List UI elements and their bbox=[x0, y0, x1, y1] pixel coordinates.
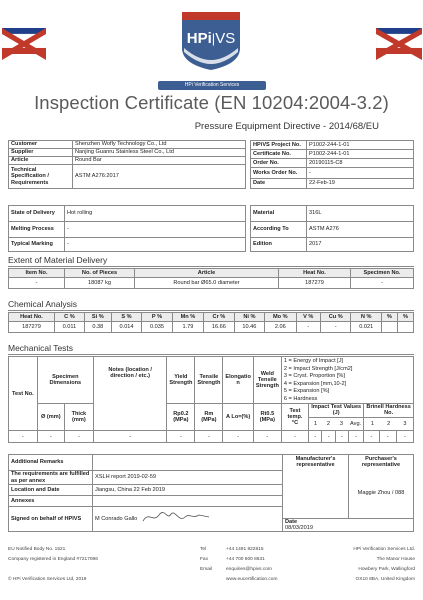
mech-val: - bbox=[253, 431, 281, 443]
chem-cr: 16.66 bbox=[204, 322, 234, 333]
mech-tensile: Tensile Strength bbox=[195, 357, 223, 404]
extent-section-title: Extent of Material Delivery bbox=[8, 255, 108, 265]
flag-decoration-left bbox=[2, 14, 46, 64]
signature-icon bbox=[141, 509, 211, 525]
chemical-section-title: Chemical Analysis bbox=[8, 299, 77, 309]
signed-value: M Conrado Gallo bbox=[95, 516, 138, 523]
footer-website[interactable]: www.eucertification.com bbox=[226, 577, 278, 582]
project-label: HPiVS Project No. bbox=[251, 141, 307, 150]
works-label: Works Order No. bbox=[251, 168, 307, 179]
additional-label: Additional Remarks bbox=[9, 455, 93, 471]
chem-heat: 187279 bbox=[9, 322, 55, 333]
mech-val: - bbox=[167, 431, 195, 443]
chem-h-v: V % bbox=[296, 313, 320, 322]
remarks-table bbox=[8, 454, 414, 532]
requirements-label: The requirements are fulfilled as per annex bbox=[9, 471, 93, 485]
footer-email-label: Email bbox=[200, 567, 212, 572]
mech-temp: Test temp. °C bbox=[281, 404, 308, 431]
works-value: - bbox=[307, 168, 414, 179]
chem-h-s: S % bbox=[111, 313, 141, 322]
impact-col-2: 2 bbox=[326, 421, 331, 428]
mech-val: - bbox=[349, 431, 364, 443]
melting-label: Melting Process bbox=[9, 222, 65, 238]
edition-value: 2017 bbox=[307, 238, 414, 252]
mech-weld: Weld Tensile Strength bbox=[253, 357, 281, 404]
supplier-value: Nanjing Guanru Stainless Steel Co., Ltd bbox=[73, 149, 246, 157]
mech-val: - bbox=[223, 431, 253, 443]
chem-v: - bbox=[296, 322, 320, 333]
article-label: Article bbox=[9, 157, 73, 165]
chem-h-n: N % bbox=[351, 313, 381, 322]
mech-rt: Rt0.5 (MPa) bbox=[253, 404, 281, 431]
chem-extra2 bbox=[397, 322, 413, 333]
delivery-state-table bbox=[8, 205, 246, 252]
marking-label: Typical Marking bbox=[9, 238, 65, 252]
manufacturer-label: Manufacturer's representative bbox=[295, 456, 336, 469]
signed-label: Signed on behalf of HPIVS bbox=[9, 507, 93, 532]
state-value: Hot rolling bbox=[65, 206, 246, 222]
extent-specimen: - bbox=[351, 278, 414, 289]
mech-rp: Rp0.2 (MPa) bbox=[167, 404, 195, 431]
brinell-col-3: 3 bbox=[403, 421, 407, 428]
mech-val: - bbox=[64, 431, 93, 443]
chem-h-c: C % bbox=[55, 313, 85, 322]
mech-val: - bbox=[9, 431, 38, 443]
according-value: ASTM A276 bbox=[307, 222, 414, 238]
brand-badge: HPi Verification Services bbox=[158, 81, 266, 90]
bottom-date-label: Date bbox=[285, 519, 298, 525]
mech-val: - bbox=[396, 431, 413, 443]
chem-cu: - bbox=[321, 322, 351, 333]
chem-n: 0.021 bbox=[351, 322, 381, 333]
mech-legend bbox=[281, 357, 413, 404]
footer-fax-label: Fax bbox=[200, 557, 208, 562]
mech-val: - bbox=[309, 431, 322, 443]
requirements-value: XSLH report 2019-02-59 bbox=[93, 471, 283, 485]
location-label: Location and Date bbox=[9, 485, 93, 496]
cert-value: P1002-244-1-01 bbox=[307, 150, 414, 159]
legend-line: 2 = Impact Strength [J/cm2] bbox=[283, 365, 353, 372]
mech-val: - bbox=[335, 431, 348, 443]
chem-h-si: Si % bbox=[84, 313, 111, 322]
date-label: Date bbox=[251, 179, 307, 189]
legend-line: 6 = Hardness bbox=[283, 395, 318, 402]
order-label: Order No. bbox=[251, 159, 307, 168]
edition-label: Edition bbox=[251, 238, 307, 252]
chem-p: 0.035 bbox=[142, 322, 172, 333]
mechanical-table bbox=[8, 356, 414, 443]
customer-label: Customer bbox=[9, 141, 73, 149]
footer-tel: +44 1491 822815 bbox=[226, 547, 264, 552]
chem-mo: 2.06 bbox=[265, 322, 296, 333]
extent-header-heat: Heat No. bbox=[279, 269, 351, 278]
mech-brinell: Brinell Hardness No. bbox=[364, 404, 413, 418]
footer-notified-body: EU Notified Body No. 1521 bbox=[8, 547, 66, 552]
according-label: According To bbox=[251, 222, 307, 238]
document-subtitle: Pressure Equipment Directive - 2014/68/EU bbox=[194, 121, 379, 132]
mech-specimen-dims: Specimen Dimensions bbox=[37, 357, 93, 404]
chem-h-mn: Mn % bbox=[172, 313, 203, 322]
purchaser-value: Maggie Zhou / 088 bbox=[357, 490, 405, 497]
mech-thick: Thick (mm) bbox=[64, 404, 93, 431]
logo-hpi-text: HPi bbox=[186, 30, 212, 47]
extent-pieces: 18087 kg bbox=[65, 278, 135, 289]
cert-label: Certificate No. bbox=[251, 150, 307, 159]
chem-c: 0.011 bbox=[55, 322, 85, 333]
mech-phi: Ø (mm) bbox=[37, 404, 64, 431]
spec-label: Technical Specification / Requirements bbox=[9, 165, 73, 189]
state-label: State of Delivery bbox=[9, 206, 65, 222]
flag-decoration-right bbox=[376, 14, 422, 64]
annexes-label: Annexes bbox=[9, 496, 93, 507]
mech-a: A Lo=(%) bbox=[223, 404, 253, 431]
customer-info-table bbox=[8, 140, 246, 189]
material-value: 316L bbox=[307, 206, 414, 222]
chem-extra1 bbox=[381, 322, 397, 333]
chem-h-heat: Heat No. bbox=[9, 313, 55, 322]
legend-line: 1 = Energy of Impact [J] bbox=[283, 358, 344, 364]
chem-h-cr: Cr % bbox=[204, 313, 234, 322]
purchaser-label: Purchaser's representative bbox=[361, 456, 401, 469]
footer-address-2: The Manor House bbox=[376, 557, 415, 562]
brinell-col-1: 1 bbox=[370, 421, 374, 428]
chem-s: 0.014 bbox=[111, 322, 141, 333]
chem-ni: 10.46 bbox=[234, 322, 264, 333]
material-label: Material bbox=[251, 206, 307, 222]
mech-val: - bbox=[195, 431, 223, 443]
footer-copyright: © HPi Verification Services Ltd, 2019 bbox=[8, 577, 87, 582]
chem-h-extra1: % bbox=[381, 313, 397, 322]
bottom-date-value: 08/03/2019 bbox=[285, 525, 313, 532]
order-value: 20190115-C8 bbox=[307, 159, 414, 168]
hpivs-logo: HPi|VS bbox=[178, 8, 244, 72]
location-value: Jiangsu, China 22 Feb 2019 bbox=[93, 485, 283, 496]
supplier-label: Supplier bbox=[9, 149, 73, 157]
project-value: P1002-244-1-01 bbox=[307, 141, 414, 150]
footer-email[interactable]: enquiries@hpivs.com bbox=[226, 567, 272, 572]
mech-val: - bbox=[379, 431, 396, 443]
extent-item: - bbox=[9, 278, 65, 289]
customer-value: Shenzhen Wofly Technology Co., Ltd bbox=[73, 141, 246, 149]
legend-line: 4 = Expansion [mm,10-2] bbox=[283, 380, 347, 387]
mech-val: - bbox=[322, 431, 335, 443]
mech-val: - bbox=[281, 431, 308, 443]
legend-line: 3 = Cryst. Proportion [%] bbox=[283, 373, 345, 380]
extent-header-article: Article bbox=[135, 269, 279, 278]
material-table bbox=[250, 205, 414, 252]
mech-elongation: Elongatio n bbox=[223, 357, 253, 404]
chem-h-extra2: % bbox=[397, 313, 413, 322]
mech-notes: Notes (location / direction / etc.) bbox=[93, 357, 166, 431]
marking-value: - bbox=[65, 238, 246, 252]
project-info-table bbox=[250, 140, 414, 189]
logo-vs-text: VS bbox=[215, 30, 236, 47]
footer-address-3: Howbery Park, Wallingford bbox=[358, 567, 415, 572]
mech-rm: Rm (MPa) bbox=[195, 404, 223, 431]
footer-company-reg: Company registered in England #7217086 bbox=[8, 557, 98, 562]
document-title: Inspection Certificate (EN 10204:2004-3.2) bbox=[34, 92, 389, 113]
extent-heat: 187279 bbox=[279, 278, 351, 289]
brinell-col-2: 2 bbox=[387, 421, 391, 428]
legend-line: 5 = Expansion [%] bbox=[283, 388, 330, 395]
extent-header-pieces: No. of Pieces bbox=[65, 269, 135, 278]
mech-impact: Impact Test Values (J) bbox=[309, 404, 363, 418]
chem-h-ni: Ni % bbox=[234, 313, 264, 322]
footer-address-1: HPi Verification Services Ltd. bbox=[353, 547, 415, 552]
extent-header-specimen: Specimen No. bbox=[351, 269, 414, 278]
date-value: 22-Feb-19 bbox=[307, 179, 414, 189]
melting-value: - bbox=[65, 222, 246, 238]
mech-val: - bbox=[93, 431, 166, 443]
mech-val: - bbox=[37, 431, 64, 443]
footer-fax: +44 700 600 8631 bbox=[226, 557, 265, 562]
impact-col-1: 1 bbox=[314, 421, 318, 428]
chem-h-cu: Cu % bbox=[321, 313, 351, 322]
mech-val: - bbox=[364, 431, 379, 443]
chemical-table bbox=[8, 312, 414, 333]
article-value: Round Bar bbox=[73, 157, 246, 165]
mech-yield: Yield Strength bbox=[167, 357, 195, 404]
chem-h-mo: Mo % bbox=[265, 313, 296, 322]
extent-table bbox=[8, 268, 414, 289]
impact-col-avg: Avg. bbox=[350, 421, 362, 428]
extent-article: Round bar Ø65.0 diameter bbox=[135, 278, 279, 289]
mech-test-no: Test No. bbox=[9, 357, 38, 431]
footer-address-4: OX10 8BA, United Kingdom bbox=[355, 577, 415, 582]
chem-h-p: P % bbox=[142, 313, 172, 322]
chem-mn: 1.79 bbox=[172, 322, 203, 333]
footer-tel-label: Tel bbox=[200, 547, 207, 552]
extent-header-item: Item No. bbox=[9, 269, 65, 278]
mechanical-section-title: Mechanical Tests bbox=[8, 343, 74, 353]
impact-col-3: 3 bbox=[339, 421, 343, 428]
spec-value: ASTM A276:2017 bbox=[73, 165, 246, 189]
chem-si: 0.38 bbox=[84, 322, 111, 333]
